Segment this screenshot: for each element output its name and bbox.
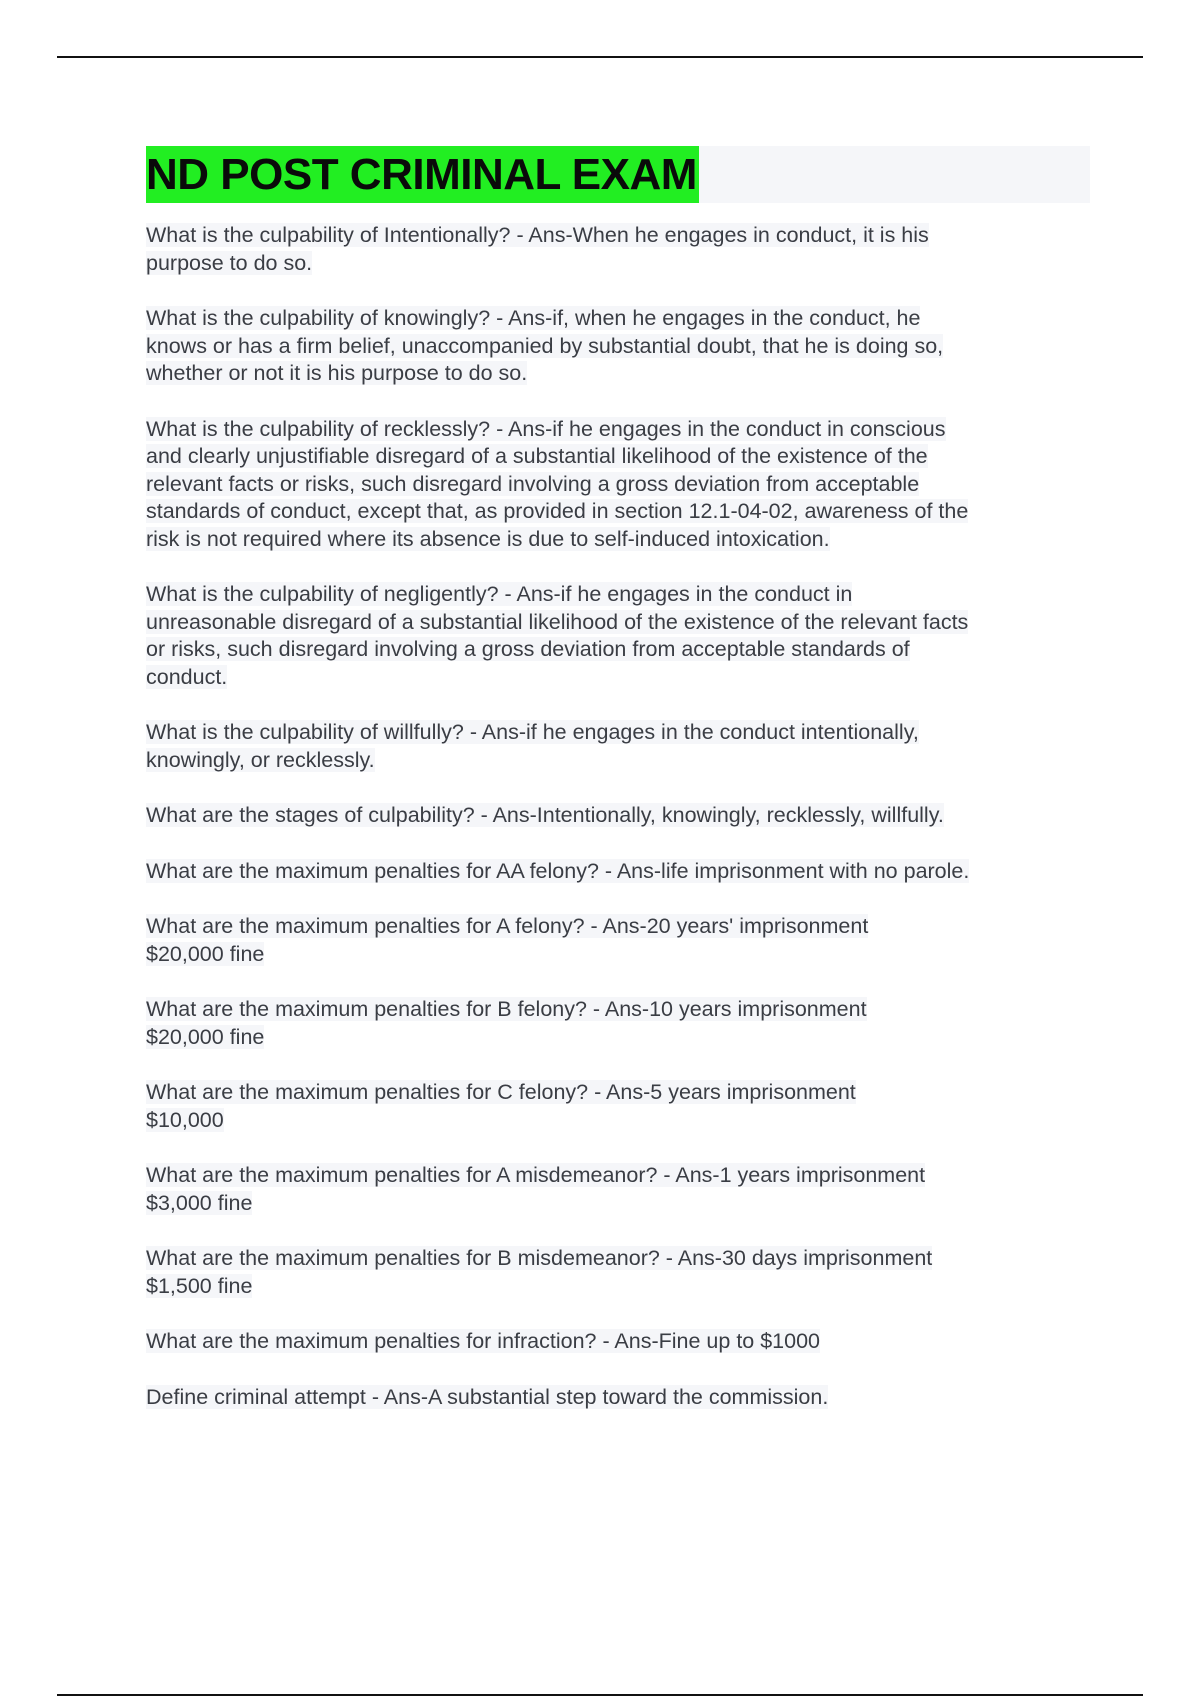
qa-text: What are the maximum penalties for A misdemeanor? - Ans-1 years imprisonment $3,000 fine [146, 1163, 926, 1215]
qa-list [146, 222, 1090, 1411]
qa-item [146, 305, 1090, 388]
document-title: ND POST CRIMINAL EXAM [146, 146, 699, 203]
qa-text: What are the maximum penalties for B felony? - Ans-10 years imprisonment $20,000 fine [146, 997, 867, 1049]
title-bar [146, 146, 1090, 203]
qa-item [146, 1384, 1090, 1412]
qa-item [146, 858, 1090, 886]
qa-text: What are the maximum penalties for C felony? - Ans-5 years imprisonment $10,000 [146, 1080, 856, 1132]
qa-text: Define criminal attempt - Ans-A substantial step toward the commission. [146, 1384, 829, 1409]
qa-item [146, 996, 1090, 1051]
qa-text: What are the maximum penalties for B misdemeanor? - Ans-30 days imprisonment $1,500 fine [146, 1246, 933, 1298]
qa-item [146, 913, 1090, 968]
qa-item [146, 1245, 1090, 1300]
qa-item [146, 1328, 1090, 1356]
qa-text: What is the culpability of willfully? - Ans-if he engages in the conduct intentionally, knowingly, or recklessly. [146, 720, 919, 772]
qa-text: What are the maximum penalties for infraction? - Ans-Fine up to $1000 [146, 1329, 821, 1353]
qa-item [146, 1079, 1090, 1134]
qa-item [146, 719, 1090, 774]
qa-text: What is the culpability of knowingly? - Ans-if, when he engages in the conduct, he knows or has a firm belief, unaccompanied by substantial doubt, that he is doing so, whether or not it is his purpose to do so. [146, 306, 944, 385]
qa-item [146, 802, 1090, 830]
qa-text: What are the maximum penalties for A felony? - Ans-20 years' imprisonment $20,000 fine [146, 914, 869, 966]
qa-text: What are the stages of culpability? - Ans-Intentionally, knowingly, recklessly, willfully. [146, 803, 944, 827]
qa-text: What is the culpability of Intentionally? - Ans-When he engages in conduct, it is his purpose to do so. [146, 223, 929, 275]
qa-item [146, 1162, 1090, 1217]
qa-text: What are the maximum penalties for AA felony? - Ans-life imprisonment with no parole. [146, 858, 970, 883]
document-body [146, 146, 1090, 1439]
qa-item [146, 416, 1090, 554]
qa-item [146, 581, 1090, 691]
qa-item [146, 222, 1090, 277]
header-rule [57, 56, 1143, 58]
qa-text: What is the culpability of recklessly? - Ans-if he engages in the conduct in conscious and clearly unjustifiable disregard of a substantial likelihood of the existence of the relevant facts or risks, such disregard involving a gross deviation from acceptable standards of conduct, except that, as provided in section 12.1-04-02, awareness of the risk is not required where its absence is due to self-induced intoxication. [146, 416, 969, 551]
qa-text: What is the culpability of negligently? - Ans-if he engages in the conduct in unreasonable disregard of a substantial likelihood of the existence of the relevant facts or risks, such disregard involving a gross deviation from acceptable standards of conduct. [146, 582, 969, 689]
footer-rule [57, 1694, 1143, 1696]
